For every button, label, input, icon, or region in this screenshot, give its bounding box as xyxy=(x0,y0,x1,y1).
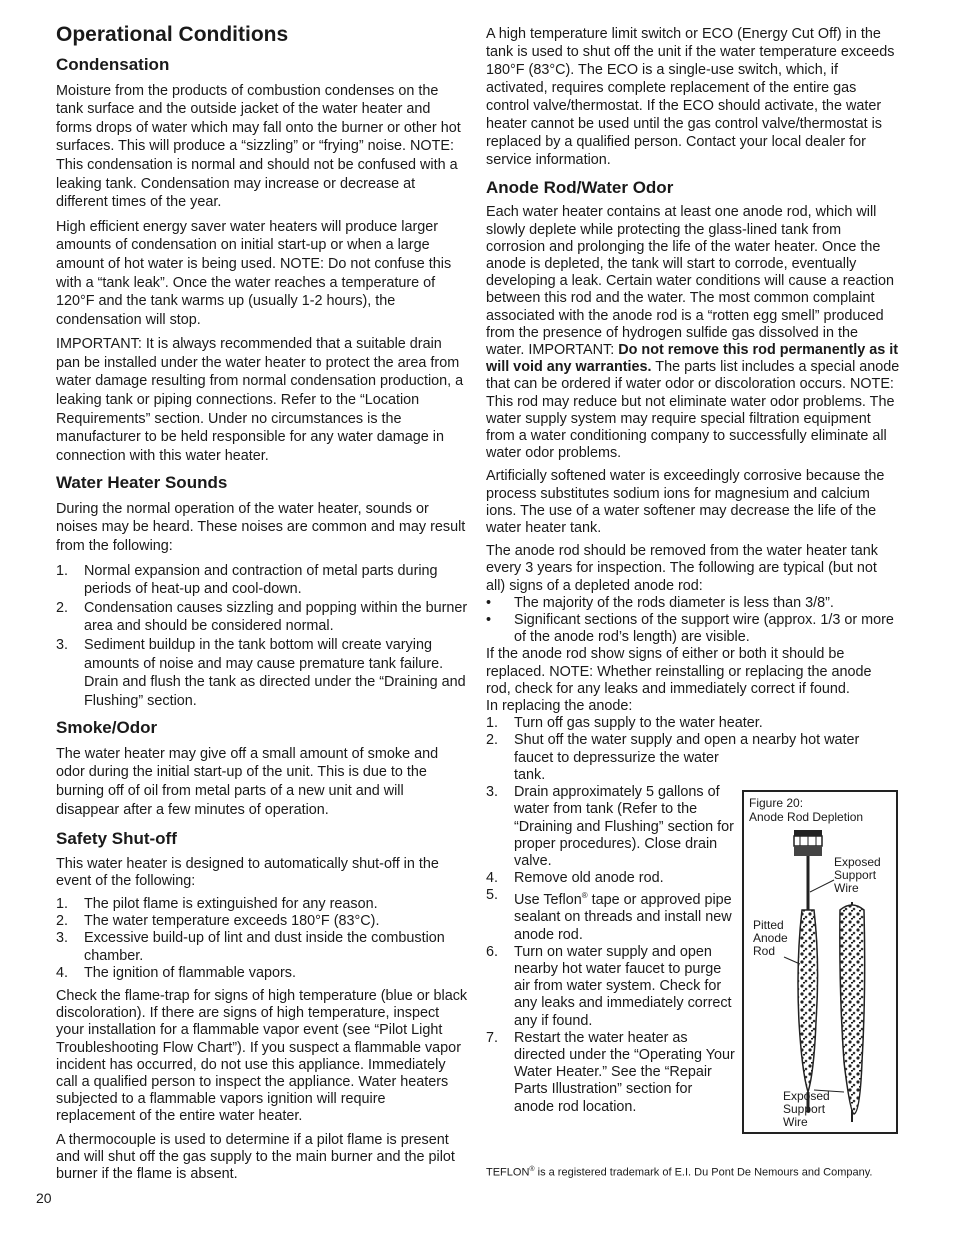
anode-paragraph-3: The anode rod should be removed from the water heater tank every 3 years for inspection. The following are typical (but not all) signs of a depleted anode rod: xyxy=(486,543,878,594)
list-item: 6. Turn on water supply and open nearby hot water faucet to purge air from water system. Check for any leaks and immediately correct any if found. xyxy=(486,943,732,1029)
condensation-paragraph-3: IMPORTANT: It is always recommended that a suitable drain pan be installed under the water heater to protect the area from water damage resulting from normal condensation production, a leaking tank or piping connections. Refer to the “Location Requirements” section. Under no circumstances is the manufacturer to be held responsible for any water damage in connection with this water heater. xyxy=(56,336,464,464)
teflon-footnote: TEFLON® is a registered trademark of E.I. Du Pont De Nemours and Company. xyxy=(486,1166,873,1179)
smoke-heading: Smoke/Odor xyxy=(56,718,158,738)
list-item: 4. The ignition of flammable vapors. xyxy=(56,964,296,981)
shutoff-intro: This water heater is designed to automatically shut-off in the event of the following: xyxy=(56,855,439,889)
list-item: 1. The pilot flame is extinguished for any reason. xyxy=(56,895,378,912)
list-item: 3. Excessive build-up of lint and dust inside the combustion chamber. xyxy=(56,930,445,964)
shutoff-list xyxy=(56,896,468,982)
list-item: 2. Shut off the water supply and open a nearby hot water faucet to depressurize the water tank. xyxy=(486,732,860,783)
sounds-list xyxy=(56,562,468,711)
eco-paragraph: A high temperature limit switch or ECO (Energy Cut Off) in the tank is used to shut off the unit if the water temperature exceeds 180°F (83°C). The ECO is a single-use switch, which, if activated, requires complete replacement of the entire gas control valve/thermostat. If the ECO should activate, the water heater cannot be used until the gas control valve/thermostat is replaced by a qualified person. Contact your local dealer for service information. xyxy=(486,26,895,168)
shutoff-paragraph-2: A thermocouple is used to determine if a pilot flame is present and will shut off the gas supply to the main burner and the pilot burner if the flame is absent. xyxy=(56,1131,455,1182)
figure-caption: Figure 20: Anode Rod Depletion xyxy=(749,796,864,824)
list-item: 4. Remove old anode rod. xyxy=(486,870,664,887)
pitted-rod-label: Pitted Anode Rod xyxy=(753,918,788,958)
list-item: • The majority of the rods diameter is less than 3/8”. xyxy=(486,594,834,611)
list-item: 1. Turn off gas supply to the water heater. xyxy=(486,715,763,732)
anode-paragraph-2: Artificially softened water is exceedingly corrosive because the process substitutes sodium ions for magnesium and calcium ions. The use of a water softener may decrease the life of the water heater tank. xyxy=(486,468,885,537)
condensation-paragraph-1: Moisture from the products of combustion condenses on the tank surface and the outside jacket of the water heater and forms drops of water which may fall onto the burner or other hot surfaces. This will produce a “sizzling” or “frying” noise. NOTE: This condensation is normal and should not be confused with a leaking tank. Condensation may increase or decrease at different times of the year. xyxy=(56,82,461,211)
depletion-signs-list xyxy=(486,595,900,647)
page-number: 20 xyxy=(36,1190,52,1206)
list-item: 7. Restart the water heater as directed under the “Operating Your Water Heater.” See the “Repair Parts Illustration” section for anode rod location. xyxy=(486,1029,735,1115)
list-item: 1. Normal expansion and contraction of metal parts during periods of heat-up and cool-down. xyxy=(56,562,438,598)
list-item: 3. Sediment buildup in the tank bottom will create varying amounts of noise and may cause premature tank failure. Drain and flush the tank as directed under the “Draining and Flushing” section. xyxy=(56,637,466,709)
page-title: Operational Conditions xyxy=(56,23,289,46)
list-item: • Significant sections of the support wire (approx. 1/3 or more of the anode rod’s length) are visible. xyxy=(486,612,894,646)
list-item: 5. Use Teflon® tape or approved pipe sealant on threads and install new anode rod. xyxy=(486,887,732,943)
condensation-heading: Condensation xyxy=(56,55,170,75)
condensation-paragraph-2: High efficient energy saver water heaters will produce larger amounts of condensation on initial start-up or when a large amount of hot water is being used. NOTE: Do not confuse this with a “tank leak”. Once the water reaches a temperature of 120°F and the tank warms up (usually 1-2 hours), the condensation will stop. xyxy=(56,218,452,328)
anode-paragraph-5: In replacing the anode: xyxy=(486,698,633,715)
anode-heading: Anode Rod/Water Odor xyxy=(486,178,674,197)
sounds-intro: During the normal operation of the water heater, sounds or noises may be heard. These noises are common and may result from the following: xyxy=(56,500,466,555)
anode-paragraph-4: If the anode rod show signs of either or both it should be replaced. NOTE: Whether reinstalling or replacing the anode rod, check for any leaks and immediately correct if found. xyxy=(486,646,872,697)
shutoff-paragraph-1: Check the flame-trap for signs of high temperature (blue or black discoloration). If there are signs of high temperature, inspect your installation for a flammable vapor event (see “Pilot Light Troubleshooting Flow Chart”). If you suspect a flammable vapor incident has occurred, do not use this appliance. Immediately call a qualified person to inspect the appliance. Water heaters subjected to a flammable vapors ignition will require replacement of the entire water heater. xyxy=(56,987,468,1125)
list-item: 3. Drain approximately 5 gallons of water from tank (Refer to the “Draining and Flushing” section for proper procedures). Close drain valve. xyxy=(486,784,734,869)
anode-rod-illustration xyxy=(744,792,896,1132)
exposed-wire-top-label: Exposed Support Wire xyxy=(834,855,881,895)
smoke-paragraph: The water heater may give off a small amount of smoke and odor during the initial start-up of the unit. This is due to the burning off of oil from metal parts of a new unit and will disappear after a few minutes of operation. xyxy=(56,745,439,818)
list-item: 2. Condensation causes sizzling and popping within the burner area and should be considered normal. xyxy=(56,599,468,635)
anode-rod-figure xyxy=(742,790,898,1134)
left-column xyxy=(56,22,468,1189)
sounds-heading: Water Heater Sounds xyxy=(56,473,228,493)
anode-paragraph-1: Each water heater contains at least one anode rod, which will slowly deplete while protecting the glass-lined tank from corrosion and prolonging the life of the water heater. Once the anode is depleted, the tank will start to corrode, eventually developing a leak. Certain water conditions will cause a reaction between this rod and the water. The most common complaint associated with the anode rod is a “rotten egg smell” produced from the presence of hydrogen sulfide gas dissolved in the water. IMPORTANT: Do not remove this rod permanently as it will void any warranties. The parts list includes a special anode that can be ordered if water odor or discoloration occurs. NOTE: This rod may reduce but not eliminate water odor problems. The water supply system may require special filtration equipment from a water conditioning company to successfully eliminate all water odor problems. xyxy=(486,204,900,462)
shutoff-heading: Safety Shut-off xyxy=(56,829,177,849)
list-item: 2. The water temperature exceeds 180°F (83°C). xyxy=(56,913,380,930)
exposed-wire-bottom-label: Exposed Support Wire xyxy=(783,1089,830,1129)
